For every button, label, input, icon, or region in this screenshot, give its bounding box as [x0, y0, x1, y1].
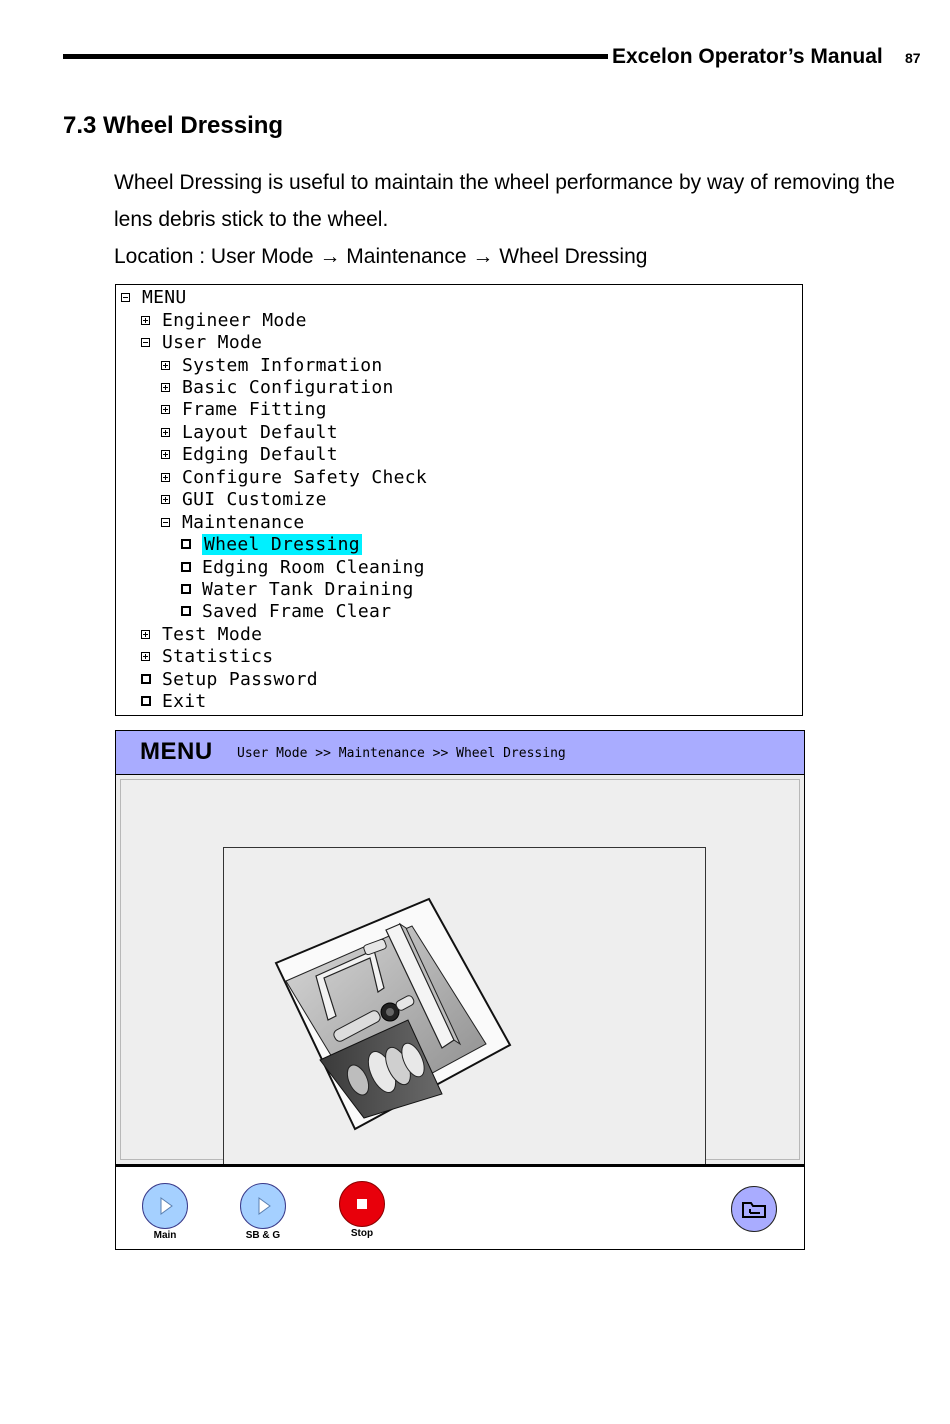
- expand-icon[interactable]: [161, 428, 170, 437]
- menu-label[interactable]: MENU: [140, 738, 213, 765]
- stop-label: Stop: [350, 1228, 374, 1239]
- tree-node-maintenance[interactable]: Maintenance: [161, 511, 305, 533]
- expand-icon[interactable]: [161, 450, 170, 459]
- tree-node-edging-default[interactable]: Edging Default: [161, 443, 338, 465]
- location-step-2: Maintenance: [346, 245, 467, 268]
- menu-tree: [115, 284, 803, 716]
- tree-node-system-information[interactable]: System Information: [161, 354, 382, 376]
- location-step-1: User Mode: [210, 245, 314, 268]
- collapse-icon[interactable]: [161, 518, 170, 527]
- main-label: Main: [153, 1230, 177, 1241]
- expand-icon[interactable]: [161, 495, 170, 504]
- tree-node-edging-room-cleaning[interactable]: Edging Room Cleaning: [181, 556, 425, 578]
- tree-node-setup-password[interactable]: Setup Password: [141, 668, 318, 690]
- tree-node-menu[interactable]: MENU: [121, 286, 187, 308]
- collapse-icon[interactable]: [121, 293, 130, 302]
- expand-icon[interactable]: [161, 405, 170, 414]
- expand-icon[interactable]: [141, 652, 150, 661]
- arrow-icon: →: [472, 245, 494, 268]
- tree-node-layout-default[interactable]: Layout Default: [161, 421, 338, 443]
- leaf-icon: [181, 562, 191, 572]
- stop-button[interactable]: [339, 1181, 385, 1227]
- location-line: [114, 238, 647, 275]
- tree-node-frame-fitting[interactable]: Frame Fitting: [161, 398, 327, 420]
- back-folder-button[interactable]: [731, 1186, 777, 1232]
- arrow-icon: →: [319, 245, 341, 268]
- tree-node-gui-customize[interactable]: GUI Customize: [161, 488, 327, 510]
- tree-node-exit[interactable]: Exit: [141, 690, 207, 712]
- stop-icon: [356, 1198, 368, 1210]
- illustration-frame: [223, 847, 706, 1192]
- leaf-icon: [181, 606, 191, 616]
- breadcrumb: User Mode >> Maintenance >> Wheel Dressing: [237, 746, 566, 761]
- expand-icon[interactable]: [141, 316, 150, 325]
- selected-item: Wheel Dressing: [204, 533, 360, 555]
- play-icon: [254, 1196, 272, 1216]
- wheel-dressing-window: [115, 730, 805, 1250]
- expand-icon[interactable]: [161, 361, 170, 370]
- expand-icon[interactable]: [161, 383, 170, 392]
- header-rule: [63, 54, 608, 59]
- folder-back-icon: [740, 1198, 768, 1220]
- app-titlebar: [115, 730, 805, 775]
- leaf-icon: [181, 584, 191, 594]
- manual-title: Excelon Operator’s Manual: [612, 45, 883, 68]
- tree-node-configure-safety-check[interactable]: Configure Safety Check: [161, 466, 427, 488]
- sb-and-g-button[interactable]: [240, 1183, 286, 1229]
- section-title: 7.3 Wheel Dressing: [63, 112, 284, 139]
- tree-node-statistics[interactable]: Statistics: [141, 645, 273, 667]
- tree-node-basic-configuration[interactable]: Basic Configuration: [161, 376, 394, 398]
- tree-node-wheel-dressing[interactable]: [181, 533, 362, 555]
- location-step-3: Wheel Dressing: [499, 245, 648, 268]
- page-number: 87: [905, 50, 921, 66]
- section-description: Wheel Dressing is useful to maintain the wheel performance by way of removing the lens debris stick to the wheel.: [114, 171, 895, 231]
- leaf-icon: [181, 539, 191, 549]
- main-button[interactable]: [142, 1183, 188, 1229]
- tree-node-saved-frame-clear[interactable]: Saved Frame Clear: [181, 600, 391, 622]
- footer-toolbar: [115, 1167, 805, 1250]
- collapse-icon[interactable]: [141, 338, 150, 347]
- tree-node-test-mode[interactable]: Test Mode: [141, 623, 262, 645]
- wheel-chamber-illustration: [224, 848, 705, 1191]
- content-area: [115, 775, 805, 1164]
- sb-and-g-label: SB & G: [245, 1230, 281, 1241]
- play-icon: [156, 1196, 174, 1216]
- location-prefix: Location :: [114, 245, 211, 268]
- expand-icon[interactable]: [161, 473, 170, 482]
- tree-node-user-mode[interactable]: User Mode: [141, 331, 262, 353]
- leaf-icon: [141, 674, 151, 684]
- tree-node-engineer-mode[interactable]: Engineer Mode: [141, 309, 307, 331]
- tree-node-water-tank-draining[interactable]: Water Tank Draining: [181, 578, 414, 600]
- expand-icon[interactable]: [141, 630, 150, 639]
- leaf-icon: [141, 696, 151, 706]
